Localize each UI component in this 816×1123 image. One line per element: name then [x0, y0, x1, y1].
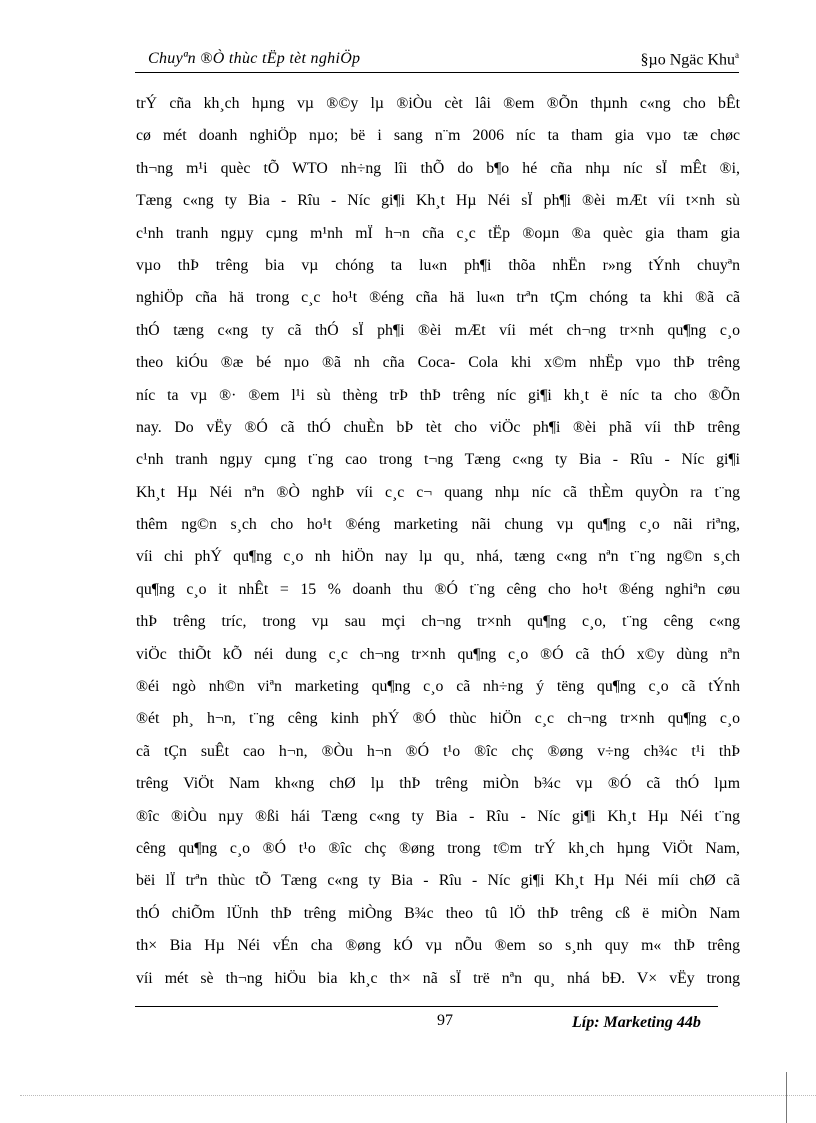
page-bottom-dotted-line	[20, 1095, 816, 1096]
body-line: vµo thÞ trêng bia vµ chóng ta lu«n ph¶i thõa nhËn r»ng tÝnh chuyªn	[136, 256, 740, 274]
body-line: nay. Do vËy ®Ó cã thÓ chuÈn bÞ tèt cho viÖc ph¶i ®èi phã víi thÞ trêng	[136, 418, 740, 436]
body-line: ®ét ph¸ h¬n, t¨ng cêng kinh phÝ ®Ó thùc hiÖn c¸c ch¬ng tr×nh qu¶ng c¸o	[136, 710, 740, 728]
footer-rule	[135, 1006, 718, 1007]
body-line: nghiÖp cña hä trong c¸c ho¹t ®éng cña hä lu«n trªn tÇm chóng ta khi ®ã cã	[136, 289, 740, 307]
body-line: trêng ViÖt Nam kh«ng chØ lµ thÞ trêng miÒn b¾c vµ ®Ó cã thÓ lµm	[136, 775, 740, 793]
body-line: Tæng c«ng ty Bia - Rîu - Níc gi¶i Kh¸t Hµ Néi sÏ ph¶i ®èi mÆt víi t×nh sù	[136, 192, 740, 210]
body-line: th× Bia Hµ Néi vÉn cha ®øng kÓ vµ nÕu ®em so s¸nh quy m« thÞ trêng	[136, 937, 740, 955]
body-line: c¹nh tranh ngµy cµng m¹nh mÏ h¬n cña c¸c tËp ®oµn ®a quèc gia tham gia	[136, 224, 740, 242]
body-line: bëi lÏ trªn thùc tÕ Tæng c«ng ty Bia - Rîu - Níc gi¶i Kh¸t Hµ Néi míi chØ cã	[136, 872, 740, 890]
body-line: níc ta vµ ®· ®em l¹i sù thèng trÞ thÞ trêng níc gi¶i kh¸t ë níc ta cho ®Õn	[136, 386, 740, 404]
body-line: víi mét sè th¬ng hiÖu bia kh¸c th× nã sÏ trë nªn qu¸ nhá bÐ. V× vËy trong	[136, 969, 740, 987]
body-line: qu¶ng c¸o it nhÊt = 15 % doanh thu ®Ó t¨ng cêng cho ho¹t ®éng nghiªn cøu	[136, 580, 740, 598]
body-line: thÓ chiÕm lÜnh thÞ trêng miÒng B¾c theo tû lÖ thÞ trêng cß ë miÒn Nam	[136, 904, 740, 922]
footer-class-label: Líp: Marketing 44b	[572, 1014, 701, 1031]
body-line: víi chi phÝ qu¶ng c¸o nh hiÖn nay lµ qu¸ nhá, tæng c«ng nªn t¨ng ng©n s¸ch	[136, 548, 740, 566]
body-line: c¹nh tranh ngµy cµng t¨ng cao trong t¬ng Tæng c«ng ty Bia - Rîu - Níc gi¶i	[136, 451, 740, 469]
header-document-title: Chuyªn ®Ò thùc tËp tèt nghiÖp	[148, 50, 361, 67]
author-name-superscript: a	[735, 50, 739, 60]
body-paragraph	[136, 88, 740, 995]
body-line: trÝ cña kh¸ch hµng vµ ®©y lµ ®iÒu cèt lâi ®em ®Õn thµnh c«ng cho bÊt	[136, 95, 740, 112]
body-line: viÖc thiÕt kÕ néi dung c¸c ch¬ng tr×nh qu¶ng c¸o ®Ó cã thÓ x©y dùng nªn	[136, 645, 740, 663]
body-line: th¬ng m¹i quèc tÕ WTO nh÷ng lîi thÕ do b¶o hé cña nhµ níc sÏ mÊt ®i,	[136, 159, 740, 177]
page-number: 97	[437, 1012, 453, 1029]
header-rule	[135, 72, 739, 73]
body-line: theo kiÓu ®æ bé nµo ®ã nh cña Coca- Cola khi x©m nhËp vµo thÞ trêng	[136, 354, 740, 372]
body-line: thÞ trêng tríc, trong vµ sau mçi ch¬ng tr×nh qu¶ng c¸o, t¨ng cêng c«ng	[136, 613, 740, 631]
body-line: Kh¸t Hµ Néi nªn ®Ò nghÞ víi c¸c c¬ quang nhµ níc cã thÈm quyÒn ra t¨ng	[136, 483, 740, 501]
body-line: ®éi ngò nh©n viªn marketing qu¶ng c¸o cã nh÷ng ý tëng qu¶ng c¸o cã tÝnh	[136, 678, 740, 696]
page-edge-line	[786, 1072, 787, 1123]
header-author-name	[640, 50, 739, 69]
body-line: thêm ng©n s¸ch cho ho¹t ®éng marketing nãi chung vµ qu¶ng c¸o nãi riªng,	[136, 516, 740, 534]
author-name-text: §µo Ngäc Khu	[640, 51, 735, 69]
body-line: thÓ tæng c«ng ty cã thÓ sÏ ph¶i ®èi mÆt víi mét ch¬ng tr×nh qu¶ng c¸o	[136, 321, 740, 339]
body-line: cã tÇn suÊt cao h¬n, ®Òu h¬n ®Ó t¹o ®îc chç ®øng v÷ng ch¾c t¹i thÞ	[136, 742, 740, 760]
body-line: cø mét doanh nghiÖp nµo; bë i sang n¨m 2006 níc ta tham gia vµo tæ chøc	[136, 127, 740, 145]
body-line: ®îc ®iÒu nµy ®ßi hái Tæng c«ng ty Bia - Rîu - Níc gi¶i Kh¸t Hµ Néi t¨ng	[136, 807, 740, 825]
body-line: cêng qu¶ng c¸o ®Ó t¹o ®îc chç ®øng trong t©m trÝ kh¸ch hµng ViÖt Nam,	[136, 839, 740, 857]
